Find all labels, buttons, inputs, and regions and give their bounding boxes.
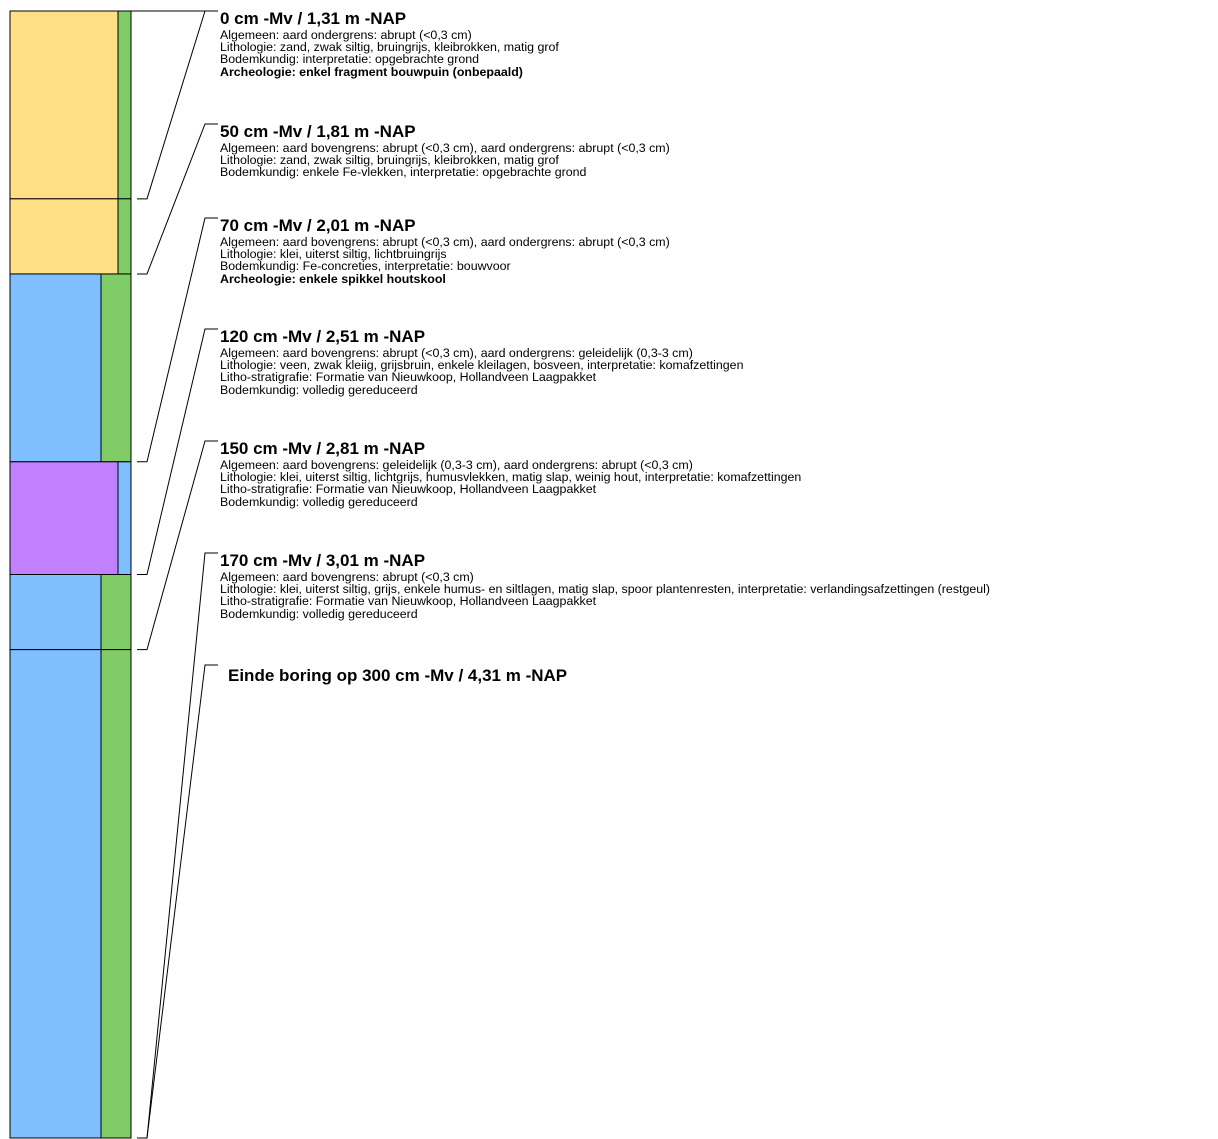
description-line: Lithologie: zand, zwak siltig, bruingrijs, kleibrokken, matig grof: [220, 40, 559, 55]
layer-2-strip: [101, 274, 131, 462]
end-of-boring-label: Einde boring op 300 cm -Mv / 4,31 m -NAP: [228, 666, 568, 685]
description-line: Bodemkundig: enkele Fe-vlekken, interpretatie: opgebrachte grond: [220, 165, 587, 180]
leader-line-2: [137, 218, 218, 462]
layer-1-zand-fill: [10, 199, 118, 274]
description-line: Litho-stratigrafie: Formatie van Nieuwkoop, Hollandveen Laagpakket: [220, 594, 597, 609]
borehole-column: [10, 11, 131, 1138]
layer-depth-heading: 150 cm -Mv / 2,81 m -NAP: [220, 439, 426, 458]
description-line: Algemeen: aard bovengrens: abrupt (<0,3 cm): [220, 570, 474, 584]
layer-description: [220, 552, 1210, 620]
layer-description: [220, 217, 1210, 285]
description-line: Algemeen: aard bovengrens: abrupt (<0,3 cm), aard ondergrens: abrupt (<0,3 cm): [220, 235, 670, 249]
description-line: Lithologie: klei, uiterst siltig, lichtbruingrijs: [220, 247, 447, 262]
description-line: Algemeen: aard bovengrens: abrupt (<0,3 cm), aard ondergrens: abrupt (<0,3 cm): [220, 141, 670, 155]
layer-description: [220, 10, 1210, 78]
description-line: Lithologie: veen, zwak kleiig, grijsbruin, enkele kleilagen, bosveen, interpretatie: komafzettingen: [220, 358, 744, 373]
description-line: Lithologie: klei, uiterst siltig, grijs, enkele humus- en siltlagen, matig slap, spoor plantenresten, interpretatie: verlandingsafzettingen (restgeul): [220, 582, 991, 597]
leader-line-4: [137, 441, 218, 650]
layer-3-strip: [118, 462, 131, 575]
leader-line-0: [137, 11, 218, 199]
layer-description: [220, 328, 1210, 396]
layer-depth-heading: 50 cm -Mv / 1,81 m -NAP: [220, 122, 416, 141]
leader-lines: [131, 11, 218, 1138]
description-line: Lithologie: zand, zwak siltig, bruingrijs, kleibrokken, matig grof: [220, 153, 559, 168]
description-line: Bodemkundig: interpretatie: opgebrachte grond: [220, 52, 479, 67]
layer-depth-heading: 0 cm -Mv / 1,31 m -NAP: [220, 9, 407, 28]
layer-4-strip: [101, 575, 131, 650]
description-line: Algemeen: aard ondergrens: abrupt (<0,3 cm): [220, 28, 472, 42]
description-line: Lithologie: klei, uiterst siltig, lichtgrijs, humusvlekken, matig slap, weinig hout, interpretatie: komafzettingen: [220, 470, 802, 485]
archeology-note: Archeologie: enkele spikkel houtskool: [220, 271, 446, 286]
description-line: Bodemkundig: Fe-concreties, interpretatie: bouwvoor: [220, 259, 511, 274]
layer-2-klei-fill: [10, 274, 101, 462]
description-line: Bodemkundig: volledig gereduceerd: [220, 382, 418, 397]
description-line: Litho-stratigrafie: Formatie van Nieuwkoop, Hollandveen Laagpakket: [220, 370, 597, 385]
layer-5-strip: [101, 650, 131, 1138]
description-line: Bodemkundig: volledig gereduceerd: [220, 494, 418, 509]
description-line: Algemeen: aard bovengrens: geleidelijk (0,3-3 cm), aard ondergrens: abrupt (<0,3 cm): [220, 458, 693, 472]
layer-5-klei-fill: [10, 650, 101, 1138]
layer-depth-heading: 70 cm -Mv / 2,01 m -NAP: [220, 216, 416, 235]
archeology-note: Archeologie: enkel fragment bouwpuin (onbepaald): [220, 64, 523, 79]
layer-depth-heading: 120 cm -Mv / 2,51 m -NAP: [220, 327, 426, 346]
layer-description: [220, 440, 1210, 508]
layer-description: [220, 123, 1210, 179]
description-line: Litho-stratigrafie: Formatie van Nieuwkoop, Hollandveen Laagpakket: [220, 482, 597, 497]
description-line: Algemeen: aard bovengrens: abrupt (<0,3 cm), aard ondergrens: geleidelijk (0,3-3 cm): [220, 346, 693, 360]
description-line: Bodemkundig: volledig gereduceerd: [220, 606, 418, 621]
layer-3-veen-fill: [10, 462, 118, 575]
layer-4-klei-fill: [10, 575, 101, 650]
layer-0-zand-fill: [10, 11, 118, 199]
leader-line-1: [137, 124, 218, 274]
layer-1-strip: [118, 199, 131, 274]
layer-depth-heading: 170 cm -Mv / 3,01 m -NAP: [220, 551, 426, 570]
leader-line-end: [147, 665, 218, 1138]
layer-0-strip: [118, 11, 131, 199]
